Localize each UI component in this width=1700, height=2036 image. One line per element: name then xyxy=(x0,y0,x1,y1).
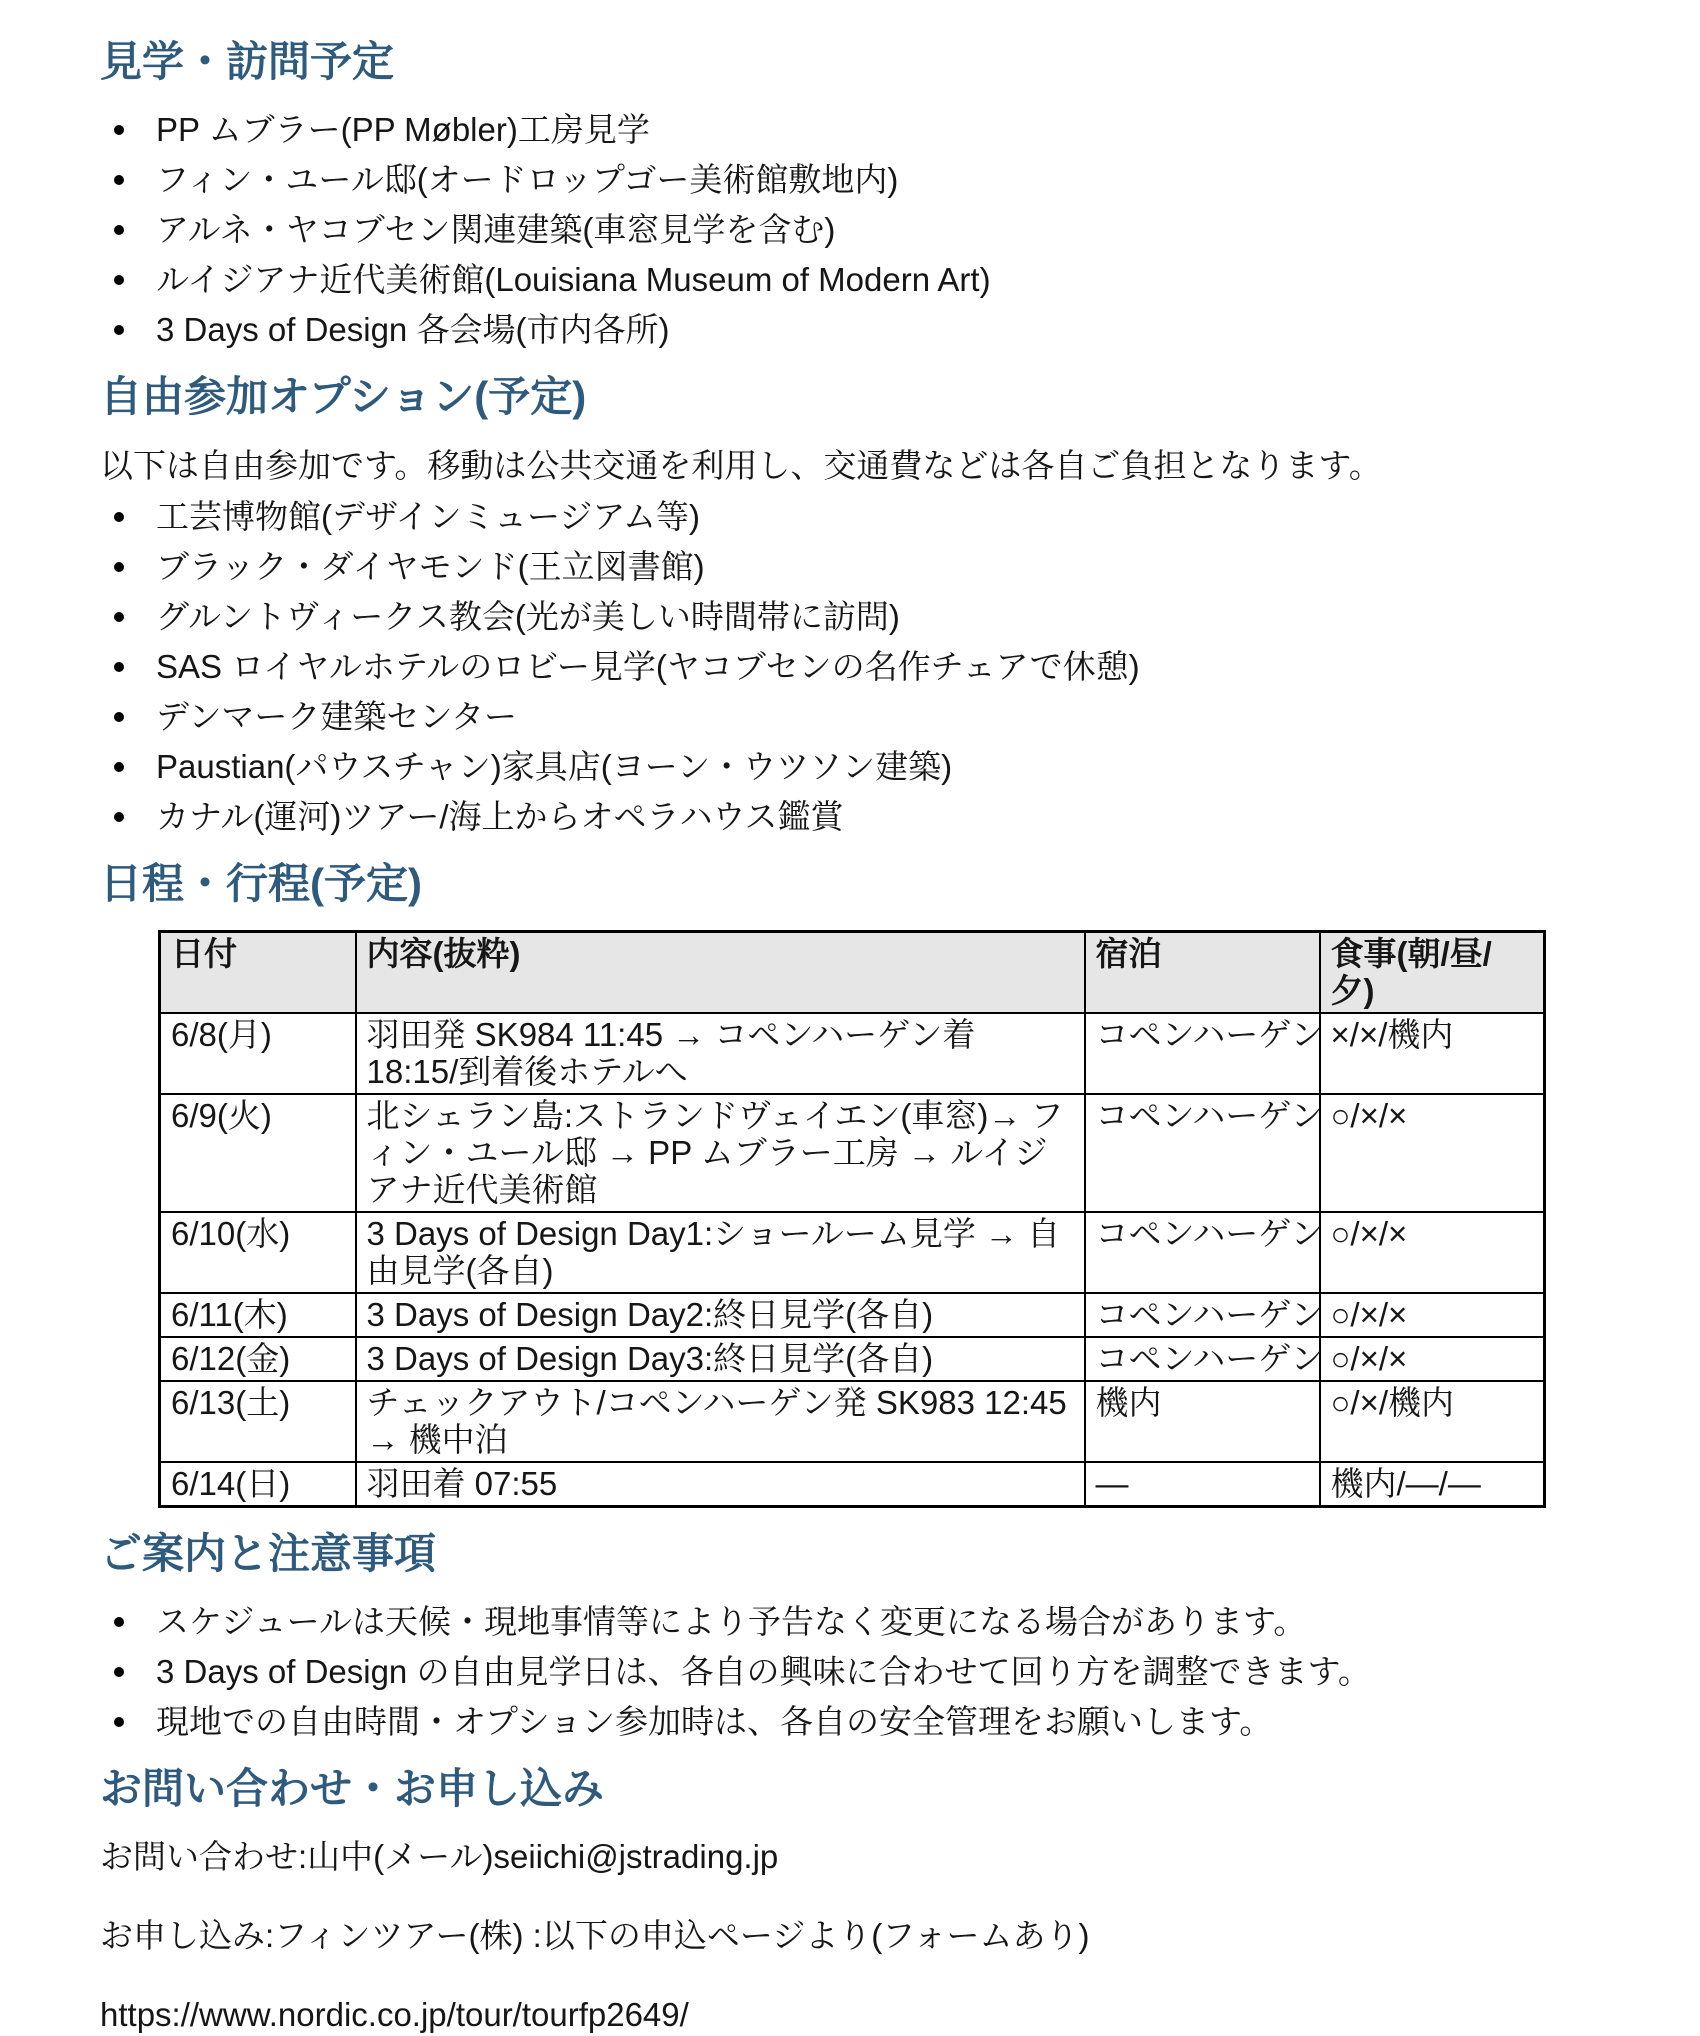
cell-date: 6/8(月) xyxy=(160,1013,356,1094)
list-item xyxy=(100,695,1600,738)
list-item xyxy=(100,208,1600,251)
cell-stay: — xyxy=(1085,1462,1320,1507)
list-item xyxy=(100,1600,1600,1643)
list-item-text: 3 Days of Design 各会場(市内各所) xyxy=(156,311,670,349)
cell-meals: ○/×/× xyxy=(1320,1094,1545,1212)
list-item-text: PP ムブラー(PP Møbler)工房見学 xyxy=(156,111,650,149)
bullet-icon xyxy=(114,812,124,822)
table-header-content: 内容(抜粋) xyxy=(356,931,1085,1013)
bullet-icon xyxy=(114,275,124,285)
bullet-icon xyxy=(114,662,124,672)
list-item-text: デンマーク建築センター xyxy=(156,697,518,735)
list-item-text: アルネ・ヤコブセン関連建築(車窓見学を含む) xyxy=(156,211,836,249)
cell-meals: ×/×/機内 xyxy=(1320,1013,1545,1094)
table-row xyxy=(160,1094,1545,1212)
cell-content: 羽田発 SK984 11:45 → コペンハーゲン着 18:15/到着後ホテルへ xyxy=(356,1013,1085,1094)
list-item xyxy=(100,795,1600,838)
list-item-text: Paustian(パウスチャン)家具店(ヨーン・ウツソン建築) xyxy=(156,747,953,785)
cell-content: 3 Days of Design Day2:終日見学(各自) xyxy=(356,1293,1085,1337)
application-url-link[interactable]: https://www.nordic.co.jp/tour/tourfp2649/ xyxy=(100,1996,689,2034)
cell-content: チェックアウト/コペンハーゲン発 SK983 12:45 → 機中泊 xyxy=(356,1381,1085,1462)
contact-application-line: お申し込み:フィンツアー(株) :以下の申込ページより(フォームあり) xyxy=(100,1917,1090,1955)
table-header-meals: 食事(朝/昼/夕) xyxy=(1320,931,1545,1013)
cell-date: 6/14(日) xyxy=(160,1462,356,1507)
itinerary-table xyxy=(158,930,1546,1508)
bullet-icon xyxy=(114,175,124,185)
table-row xyxy=(160,1462,1545,1507)
cell-date: 6/12(金) xyxy=(160,1337,356,1381)
bullet-icon xyxy=(114,125,124,135)
cell-content: 3 Days of Design Day1:ショールーム見学 → 自由見学(各自) xyxy=(356,1212,1085,1293)
cell-meals: 機内/—/— xyxy=(1320,1462,1545,1507)
cell-date: 6/13(土) xyxy=(160,1381,356,1462)
section-heading-contact: お問い合わせ・お申し込み xyxy=(100,1765,605,1813)
list-item xyxy=(100,495,1600,538)
section-heading-options: 自由参加オプション(予定) xyxy=(100,373,587,421)
list-item xyxy=(100,158,1600,201)
bullet-icon xyxy=(114,325,124,335)
table-header-stay: 宿泊 xyxy=(1085,931,1320,1013)
cell-meals: ○/×/× xyxy=(1320,1337,1545,1381)
table-row xyxy=(160,1293,1545,1337)
bullet-icon xyxy=(114,712,124,722)
visit-list xyxy=(100,108,1600,351)
list-item xyxy=(100,258,1600,301)
bullet-icon xyxy=(114,612,124,622)
section-heading-itinerary: 日程・行程(予定) xyxy=(100,859,422,907)
list-item-text: グルントヴィークス教会(光が美しい時間帯に訪問) xyxy=(156,597,900,635)
cell-meals: ○/×/機内 xyxy=(1320,1381,1545,1462)
section-heading-notes: ご案内と注意事項 xyxy=(100,1529,437,1577)
list-item-text: ブラック・ダイヤモンド(王立図書館) xyxy=(156,547,705,585)
cell-date: 6/10(水) xyxy=(160,1212,356,1293)
section-heading-visit: 見学・訪問予定 xyxy=(100,38,395,85)
cell-content: 北シェラン島:ストランドヴェイエン(車窓)→ フィン・ユール邸 → PP ムブラー工房 → ルイジアナ近代美術館 xyxy=(356,1094,1085,1212)
list-item xyxy=(100,108,1600,151)
list-item xyxy=(100,745,1600,788)
cell-date: 6/11(木) xyxy=(160,1293,356,1337)
cell-stay: コペンハーゲン xyxy=(1085,1337,1320,1381)
cell-stay: コペンハーゲン xyxy=(1085,1013,1320,1094)
table-row xyxy=(160,1381,1545,1462)
options-list xyxy=(100,495,1600,838)
notes-list xyxy=(100,1600,1600,1743)
list-item-text: 現地での自由時間・オプション参加時は、各自の安全管理をお願いします。 xyxy=(156,1703,1273,1741)
list-item-text: 3 Days of Design の自由見学日は、各自の興味に合わせて回り方を調整できます。 xyxy=(156,1653,1371,1691)
table-row xyxy=(160,1013,1545,1094)
list-item xyxy=(100,308,1600,351)
bullet-icon xyxy=(114,512,124,522)
list-item xyxy=(100,1650,1600,1693)
list-item-text: フィン・ユール邸(オードロップゴー美術館敷地内) xyxy=(156,161,899,199)
table-row xyxy=(160,1337,1545,1381)
table-header-row xyxy=(160,931,1545,1013)
bullet-icon xyxy=(114,1667,124,1677)
bullet-icon xyxy=(114,762,124,772)
cell-stay: コペンハーゲン xyxy=(1085,1212,1320,1293)
list-item-text: ルイジアナ近代美術館(Louisiana Museum of Modern Art) xyxy=(156,261,991,299)
cell-content: 羽田着 07:55 xyxy=(356,1462,1085,1507)
list-item-text: カナル(運河)ツアー/海上からオペラハウス鑑賞 xyxy=(156,797,844,835)
cell-stay: 機内 xyxy=(1085,1381,1320,1462)
cell-meals: ○/×/× xyxy=(1320,1293,1545,1337)
table-header-date: 日付 xyxy=(160,931,356,1013)
cell-content: 3 Days of Design Day3:終日見学(各自) xyxy=(356,1337,1085,1381)
cell-meals: ○/×/× xyxy=(1320,1212,1545,1293)
options-intro: 以下は自由参加です。移動は公共交通を利用し、交通費などは各自ご負担となります。 xyxy=(100,446,1382,484)
bullet-icon xyxy=(114,1617,124,1627)
list-item-text: スケジュールは天候・現地事情等により予告なく変更になる場合があります。 xyxy=(156,1603,1307,1641)
contact-inquiry-line: お問い合わせ:山中(メール)seiichi@jstrading.jp xyxy=(100,1838,779,1876)
list-item xyxy=(100,645,1600,688)
bullet-icon xyxy=(114,562,124,572)
bullet-icon xyxy=(114,1717,124,1727)
list-item-text: 工芸博物館(デザインミュージアム等) xyxy=(156,497,701,535)
bullet-icon xyxy=(114,225,124,235)
table-row xyxy=(160,1212,1545,1293)
cell-stay: コペンハーゲン xyxy=(1085,1094,1320,1212)
list-item-text: SAS ロイヤルホテルのロビー見学(ヤコブセンの名作チェアで休憩) xyxy=(156,647,1140,685)
list-item xyxy=(100,595,1600,638)
list-item xyxy=(100,1700,1600,1743)
list-item xyxy=(100,545,1600,588)
cell-stay: コペンハーゲン xyxy=(1085,1293,1320,1337)
cell-date: 6/9(火) xyxy=(160,1094,356,1212)
